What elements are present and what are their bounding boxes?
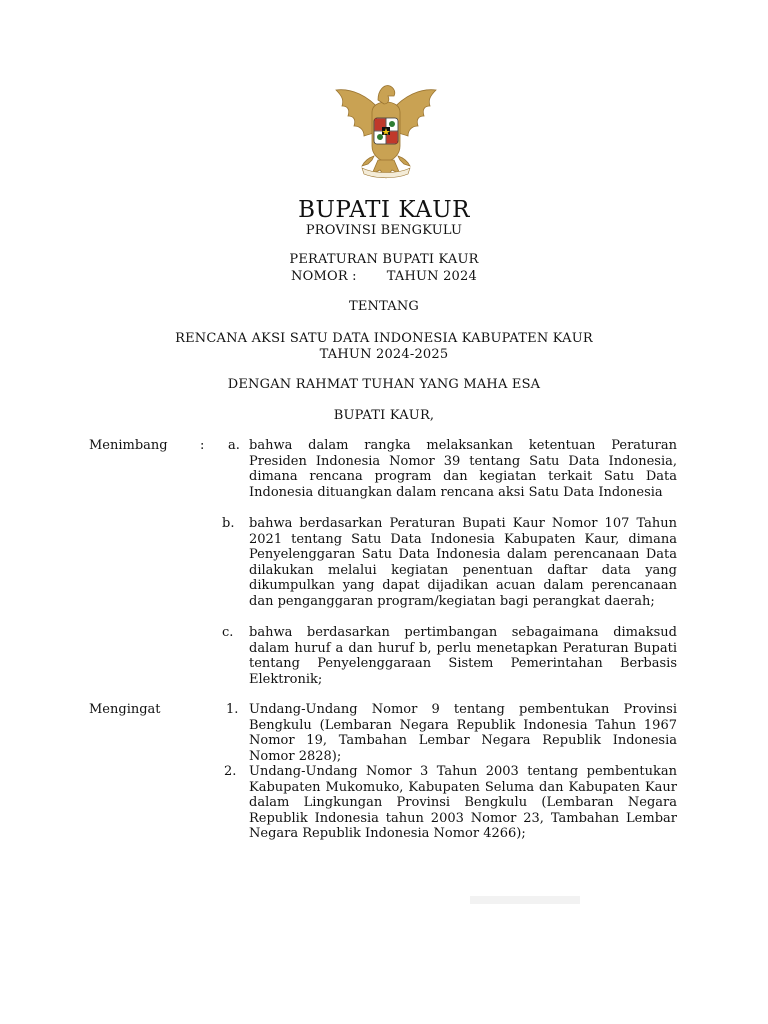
mengingat-marker-2: 2. — [224, 764, 237, 779]
regulation-type: PERATURAN BUPATI KAUR — [289, 252, 479, 267]
menimbang-marker-b: b. — [222, 516, 235, 531]
page-title: BUPATI KAUR — [298, 197, 470, 223]
menimbang-marker-c: c. — [222, 625, 234, 640]
invocation: DENGAN RAHMAT TUHAN YANG MAHA ESA — [227, 377, 541, 392]
faint-mark — [470, 896, 580, 904]
menimbang-marker-a: a. — [228, 438, 240, 453]
menimbang-item-c: bahwa berdasarkan pertimbangan sebagaimana dimaksud dalam huruf a dan huruf b, perlu menetapkan Peraturan Bupati tentang Penyelenggaraan Sistem Pemerintahan Berbasis Elektronik; — [249, 625, 677, 687]
garuda-emblem-icon — [328, 76, 444, 184]
menimbang-item-b: bahwa berdasarkan Peraturan Bupati Kaur Nomor 107 Tahun 2021 tentang Satu Data Indonesia Kabupaten Kaur, dimana Penyelenggaran Satu Data Indonesia dalam perencanaan Data dilakukan melalui kegiatan penentuan daftar data yang dikumpulkan yang dapat dijadikan acuan dalam perencanaan dan penganggaran program/kegiatan bagi perangkat daerah; — [249, 516, 677, 609]
menimbang-colon: : — [200, 438, 205, 453]
about-heading: TENTANG — [348, 299, 420, 314]
number-label: NOMOR : — [291, 269, 357, 284]
mengingat-item-1: Undang-Undang Nomor 9 tentang pembentukan Provinsi Bengkulu (Lembaran Negara Republik Indonesia Tahun 1967 Nomor 19, Tambahan Lembar Negara Republik Indonesia Nomor 2828); — [249, 702, 677, 764]
regulation-number — [0, 269, 768, 284]
regent-heading: BUPATI KAUR, — [333, 408, 435, 423]
mengingat-label: Mengingat — [89, 702, 161, 717]
menimbang-label: Menimbang — [89, 438, 168, 453]
subject-line-2: TAHUN 2024-2025 — [319, 347, 449, 362]
subject-line-1: RENCANA AKSI SATU DATA INDONESIA KABUPATEN KAUR — [175, 331, 593, 346]
menimbang-item-a: bahwa dalam rangka melaksankan ketentuan Peraturan Presiden Indonesia Nomor 39 tentang Satu Data Indonesia, dimana rencana program dan kegiatan terkait Satu Data Indonesia dituangkan dalam rencana aksi Satu Data Indonesia — [249, 438, 677, 500]
mengingat-marker-1: 1. — [226, 702, 239, 717]
mengingat-item-2: Undang-Undang Nomor 3 Tahun 2003 tentang pembentukan Kabupaten Mukomuko, Kabupaten Seluma dan Kabupaten Kaur dalam Lingkungan Provinsi Bengkulu (Lembaran Negara Republik Indonesia tahun 2003 Nomor 23, Tambahan Lembar Negara Republik Indonesia Nomor 4266); — [249, 764, 677, 842]
province-name: PROVINSI BENGKULU — [305, 223, 463, 238]
year-label: TAHUN 2024 — [386, 269, 477, 284]
